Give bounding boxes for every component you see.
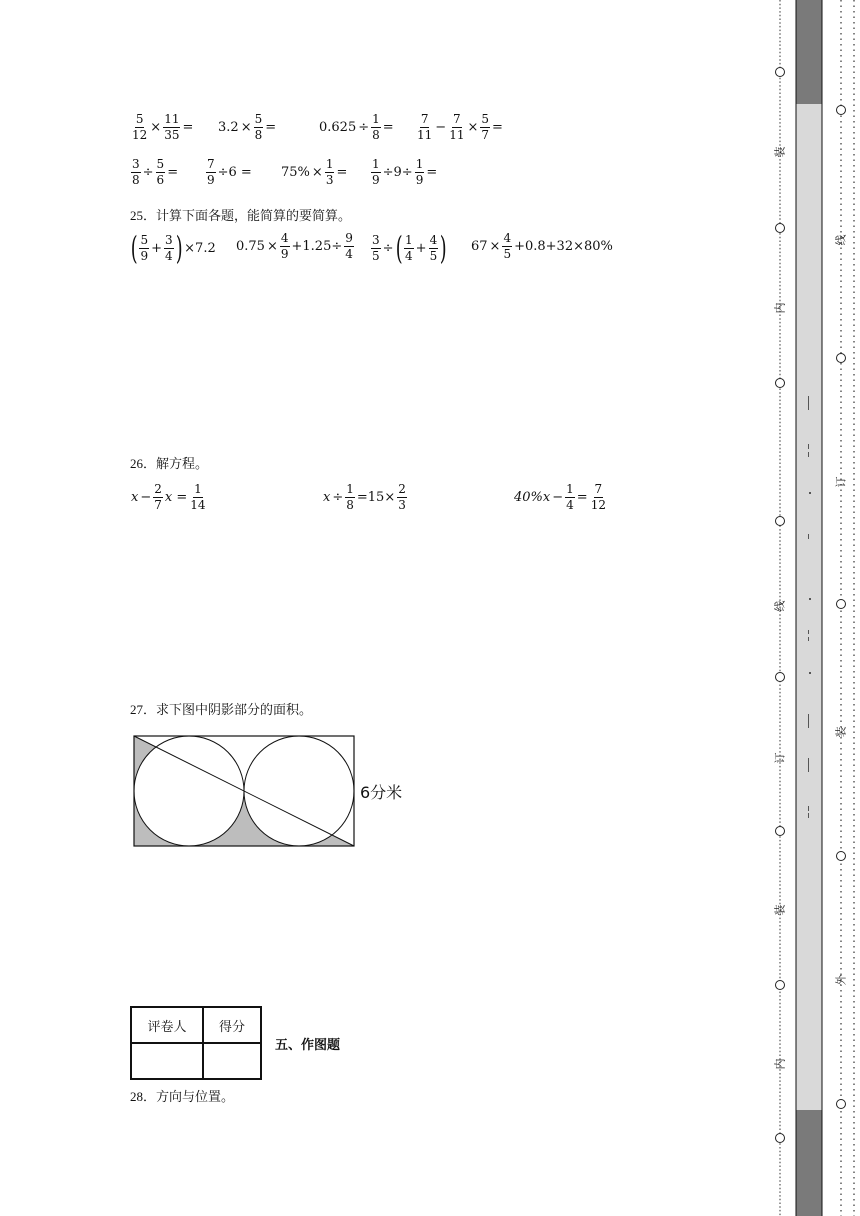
binder-label-inner-2: 内 <box>773 302 787 314</box>
parenthesis: ) <box>175 229 183 267</box>
math-expression-e2 <box>217 113 277 142</box>
question-26 <box>130 453 208 472</box>
math-expression-e6 <box>205 158 253 187</box>
question-28-number: 28． <box>130 1089 157 1104</box>
fraction: $\frac{7}{9}$ <box>207 157 215 187</box>
math-term: 67 <box>471 239 488 254</box>
math-term: 75% <box>281 165 310 180</box>
math-operator: ÷ <box>358 120 370 135</box>
math-operator: = <box>265 120 277 135</box>
math-operator: +1.25÷ <box>291 239 343 254</box>
binding-band-middle <box>796 104 822 1110</box>
fraction: $\frac{5}{12}$ <box>132 112 148 142</box>
math-operator: =15× <box>356 490 396 505</box>
math-operator: = <box>426 165 438 180</box>
parenthesis: ) <box>440 229 447 267</box>
math-operator: × <box>467 120 479 135</box>
fraction: $\frac{11}{35}$ <box>164 112 180 142</box>
math-operator: = <box>576 490 588 505</box>
math-operator: + <box>151 240 163 256</box>
fraction: $\frac{1}{9}$ <box>372 157 380 187</box>
math-expression-s1 <box>130 483 208 512</box>
fraction: $\frac{4}{9}$ <box>280 231 289 261</box>
fraction: $\frac{2}{3}$ <box>398 482 406 512</box>
parenthesis: ( <box>130 229 138 267</box>
math-expression-e3 <box>318 113 395 142</box>
question-25-number: 25． <box>130 208 157 223</box>
fraction: $\frac{3}{5}$ <box>372 232 380 263</box>
math-operator: − <box>552 490 564 505</box>
math-operator: = <box>382 120 394 135</box>
math-operator: − <box>435 120 447 135</box>
binder-label-outer-4: 外 <box>834 974 848 986</box>
math-expression-c1 <box>130 229 217 267</box>
fraction: $\frac{5}{6}$ <box>156 157 165 187</box>
left-circle <box>134 736 244 846</box>
right-circle <box>244 736 354 846</box>
math-operator: = <box>167 165 179 180</box>
fraction: $\frac{7}{11}$ <box>417 112 433 142</box>
math-term: x <box>131 490 139 505</box>
question-27-text: 求下图中阴影部分的面积。 <box>156 703 313 718</box>
binder-label-inner-4: 订 <box>773 752 787 764</box>
math-operator: ÷6 = <box>217 165 252 180</box>
fraction: $\frac{4}{5}$ <box>503 231 512 261</box>
math-operator: = <box>492 120 503 135</box>
fraction: $\frac{1}{14}$ <box>190 482 206 512</box>
score-table <box>130 1006 262 1080</box>
math-operator: × <box>489 239 501 254</box>
binder-label-outer-1: 线 <box>834 234 848 246</box>
math-operator: × <box>266 239 278 254</box>
math-operator: ÷ <box>382 240 394 256</box>
section-title: 五、作图题 <box>275 1038 341 1053</box>
binder-label-inner-5: 装 <box>773 904 787 916</box>
math-operator: ×7.2 <box>184 240 216 256</box>
math-operator: × <box>240 120 252 135</box>
math-operator: ÷ <box>142 165 154 180</box>
math-expression-c4 <box>470 232 614 261</box>
fraction: $\frac{1}{3}$ <box>325 157 334 187</box>
fraction: $\frac{5}{9}$ <box>140 232 149 263</box>
math-expression-e4 <box>415 113 504 142</box>
math-operator: × <box>311 165 323 180</box>
question-25 <box>130 205 351 224</box>
binder-label-outer-2: 订 <box>834 476 848 488</box>
binder-label-inner-1: 装 <box>773 146 787 158</box>
fraction: $\frac{1}{9}$ <box>415 157 424 187</box>
math-term: 3.2 <box>218 120 239 135</box>
fraction: $\frac{1}{8}$ <box>372 112 380 142</box>
question-26-number: 26． <box>130 456 157 471</box>
math-expression-e7 <box>280 158 348 187</box>
math-term: 40%x <box>514 490 551 505</box>
fraction: $\frac{7}{11}$ <box>449 112 465 142</box>
binder-label-inner-3: 线 <box>773 600 787 612</box>
question-28-text: 方向与位置。 <box>156 1090 235 1105</box>
math-expression-c3 <box>370 229 448 267</box>
binder-label-outer-3: 装 <box>834 726 848 738</box>
score-table-header-score: 得分 <box>203 1007 261 1043</box>
question-27 <box>130 699 312 718</box>
math-operator: ÷9÷ <box>382 165 413 180</box>
math-operator: = <box>336 165 348 180</box>
question-25-text: 计算下面各题，能简算的要简算。 <box>156 209 352 224</box>
math-operator: +0.8+32×80% <box>514 239 613 254</box>
math-term: 0.625 <box>319 120 357 135</box>
binder-label-inner-6: 内 <box>773 1058 787 1070</box>
math-operator: ÷ <box>332 490 344 505</box>
question-28 <box>130 1086 234 1105</box>
fraction: $\frac{3}{4}$ <box>165 232 173 263</box>
shaded-area-figure <box>130 732 360 850</box>
math-term: 0.75 <box>236 239 265 254</box>
fraction: $\frac{5}{7}$ <box>481 112 490 142</box>
math-expression-e8 <box>370 158 438 187</box>
fraction: $\frac{5}{8}$ <box>254 112 263 142</box>
fraction: $\frac{2}{7}$ <box>154 482 162 512</box>
binding-band-bottom <box>796 1110 822 1216</box>
question-27-number: 27． <box>130 702 157 717</box>
math-expression-s3 <box>513 483 608 512</box>
math-operator: + <box>415 240 427 256</box>
math-operator: − <box>140 490 152 505</box>
fraction: $\frac{1}{8}$ <box>346 482 354 512</box>
math-expression-s2 <box>322 483 408 512</box>
math-operator: × <box>150 120 162 135</box>
math-term: x <box>323 490 331 505</box>
fraction: $\frac{9}{4}$ <box>345 231 353 261</box>
fraction: $\frac{1}{4}$ <box>566 482 574 512</box>
question-26-text: 解方程。 <box>156 457 209 472</box>
math-expression-e5 <box>130 158 179 187</box>
score-table-header-grader: 评卷人 <box>131 1007 203 1043</box>
fraction: $\frac{7}{12}$ <box>590 482 606 512</box>
grader-cell[interactable] <box>131 1043 203 1079</box>
math-operator: = <box>182 120 194 135</box>
fraction: $\frac{4}{5}$ <box>429 232 438 263</box>
fraction: $\frac{3}{8}$ <box>132 157 140 187</box>
binding-band-top <box>796 0 822 104</box>
parenthesis: ( <box>395 229 403 267</box>
math-expression-e1 <box>130 113 194 142</box>
fraction: $\frac{1}{4}$ <box>405 232 413 263</box>
figure-dimension-label: 6分米 <box>360 783 403 802</box>
score-cell[interactable] <box>203 1043 261 1079</box>
math-operator: x = <box>164 490 188 505</box>
math-expression-c2 <box>235 232 355 261</box>
